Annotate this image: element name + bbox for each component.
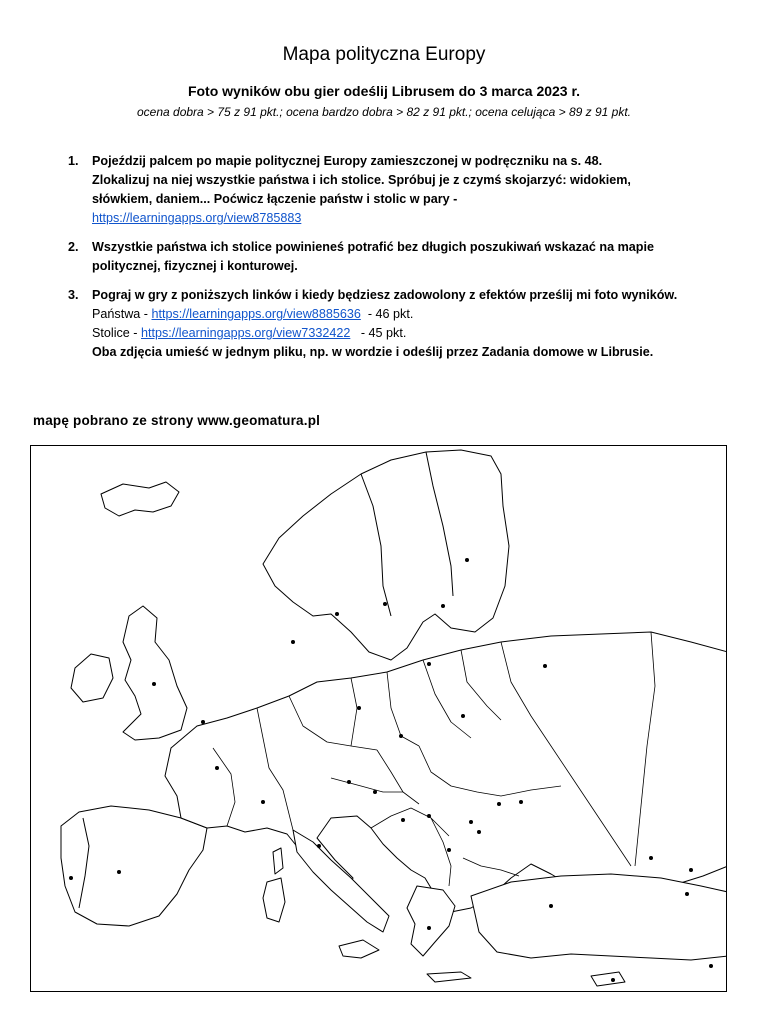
capitals-game-link[interactable]: https://learningapps.org/view7332422 [141,326,351,340]
scandinavia-outline [263,450,509,660]
task-text-line: Pograj w gry z poniższych linków i kiedy będziesz zadowolony z efektów prześlij mi foto wyników. [92,288,678,302]
mainland-europe-outline [165,632,727,912]
greece-outline [407,886,455,956]
map-source-credit: mapę pobrano ze strony www.geomatura.pl [33,413,321,428]
task-text-line: Zlokalizuj na niej wszystkie państwa i ich stolice. Spróbuj je z czymś skojarzyć: widokiem, [92,173,631,187]
task-item-2 [68,238,728,276]
page-title: Mapa polityczna Europy [282,44,486,65]
great-britain-outline [123,606,187,740]
sicily-outline [339,940,379,958]
task-item-3 [68,286,728,362]
turkey-outline [471,874,727,960]
iberia-outline [61,806,207,926]
cyprus-outline [591,972,625,986]
crete-outline [427,972,471,982]
capitals-game-label: Stolice - [92,326,141,340]
task-text-line: Oba zdjęcia umieść w jednym pliku, np. w wordzie i odeślij przez Zadania domowe w Librusie. [92,345,654,359]
iceland-outline [101,482,179,516]
countries-game-points: - 46 pkt. [360,307,414,321]
task-number: 2. [68,240,79,254]
task-text-line: politycznej, fizycznej i konturowej. [92,259,298,273]
learningapps-pairs-link[interactable]: https://learningapps.org/view8785883 [92,211,302,225]
europe-map-svg [31,446,727,992]
countries-game-label: Państwa - [92,307,152,321]
task-number: 1. [68,154,79,168]
ireland-outline [71,654,113,702]
capitals-game-points: - 45 pkt. [350,326,407,340]
task-item-1 [68,152,728,228]
italy-outline [293,830,389,932]
submission-deadline: Foto wyników obu gier odeślij Librusem do 3 marca 2023 r. [187,83,581,99]
sardinia-outline [263,878,285,922]
grading-criteria: ocena dobra > 75 z 91 pkt.; ocena bardzo dobra > 82 z 91 pkt.; ocena celująca > 89 z 91 pkt. [136,105,631,119]
task-list [68,152,728,372]
countries-game-link[interactable]: https://learningapps.org/view8885636 [151,307,361,321]
europe-outline-map [30,445,727,992]
task-text-line: Pojeździj palcem po mapie politycznej Europy zamieszczonej w podręczniku na s. 48. [92,154,603,168]
task-text-line: Wszystkie państwa ich stolice powinieneś potrafić bez długich poszukiwań wskazać na mapie [92,240,654,254]
task-text-line: słówkiem, daniem... Poćwicz łączenie państw i stolic w pary - [92,192,458,206]
task-number: 3. [68,288,79,302]
corsica-outline [273,848,283,874]
